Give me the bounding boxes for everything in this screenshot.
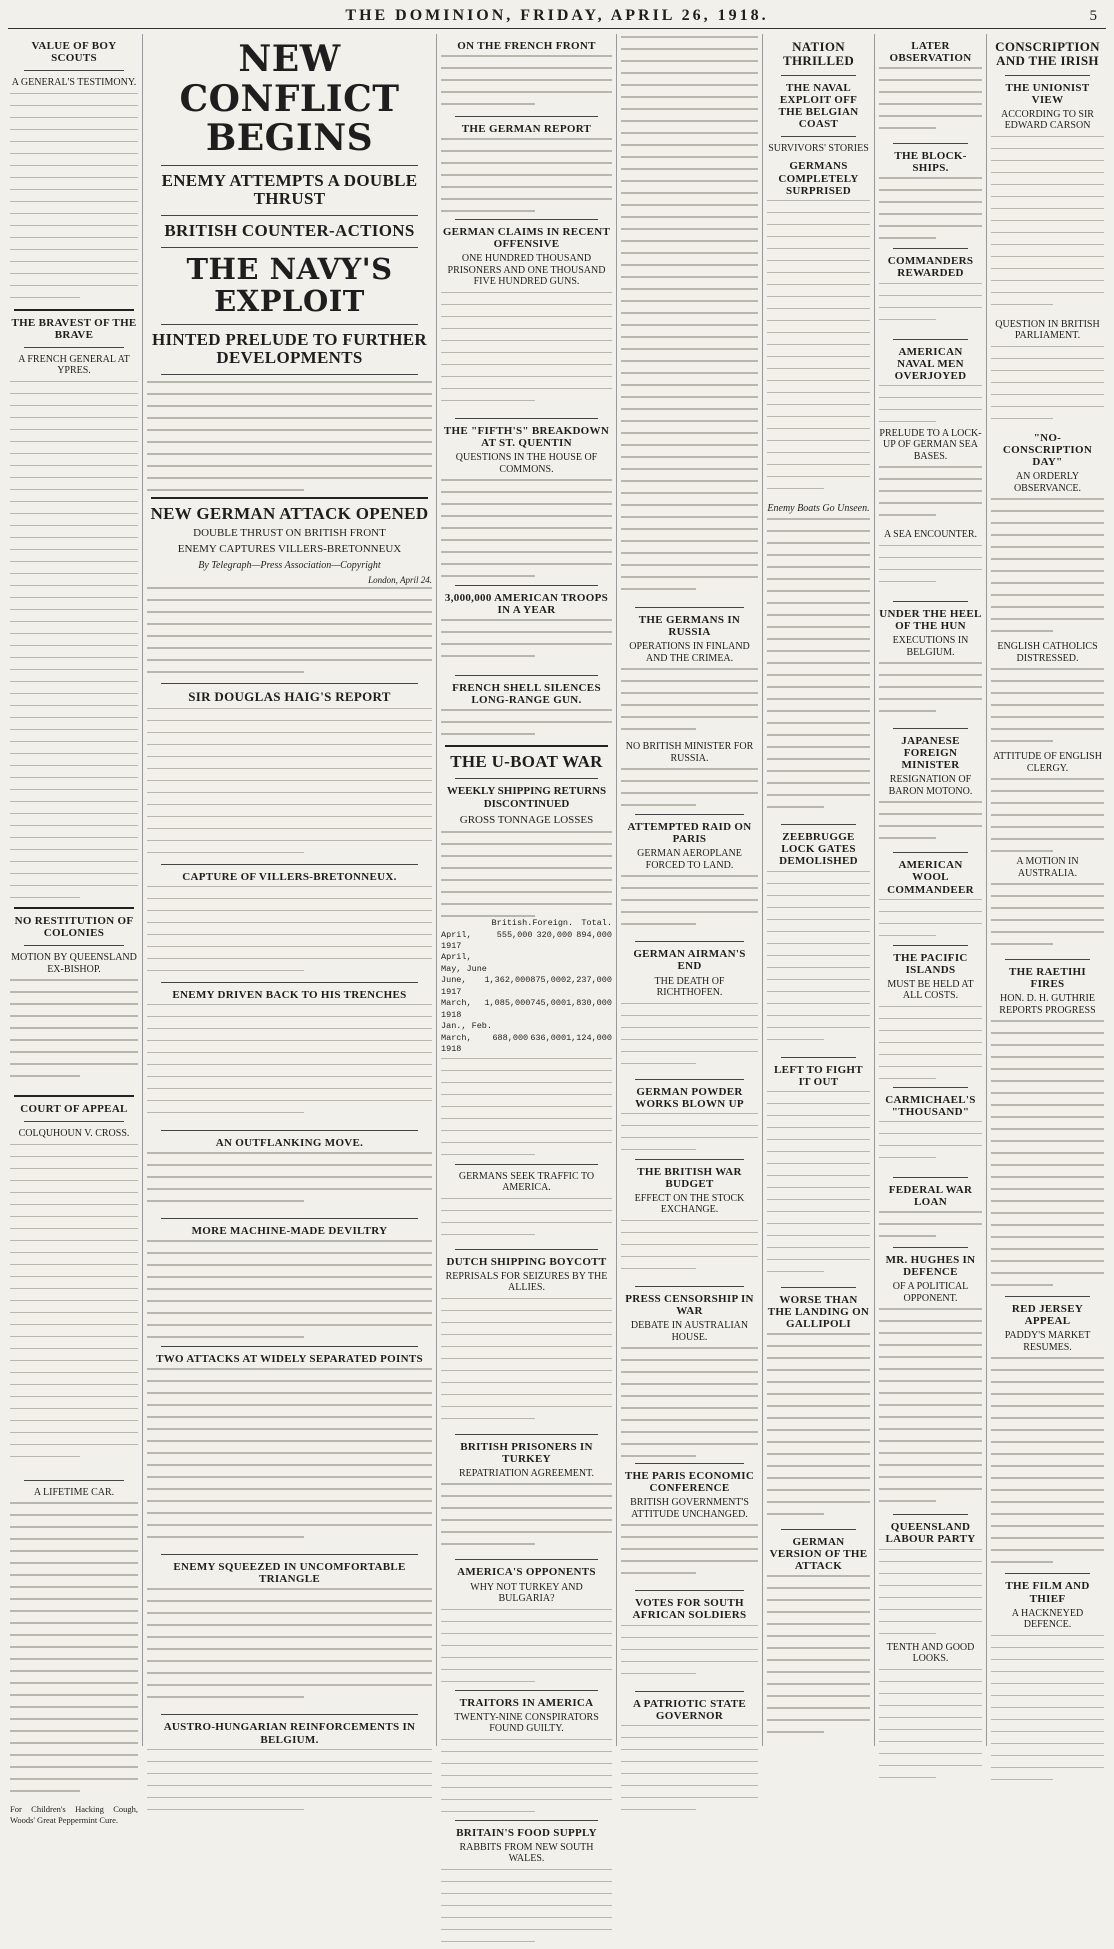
subheadline: REPRISALS FOR SEIZURES BY THE ALLIES. xyxy=(445,1270,608,1294)
subheadline: SURVIVORS' STORIES xyxy=(768,142,869,154)
article-text xyxy=(441,55,612,110)
article-text xyxy=(621,36,758,601)
article-text xyxy=(879,466,982,526)
headline: A PATRIOTIC STATE GOVERNOR xyxy=(632,1697,747,1722)
headline: THE PACIFIC ISLANDS xyxy=(893,951,968,976)
subheadline: MOTION BY QUEENSLAND EX-BISHOP. xyxy=(11,952,137,975)
article-text xyxy=(621,875,758,935)
headline: WORSE THAN THE LANDING ON GALLIPOLI xyxy=(767,1293,870,1330)
headline: THE GERMANS IN RUSSIA xyxy=(638,614,741,639)
article-text xyxy=(767,1091,870,1281)
headline: QUEENSLAND LABOUR PARTY xyxy=(885,1521,976,1546)
headline: PRESS CENSORSHIP IN WAR xyxy=(625,1292,754,1318)
headline: NO RESTITUTION OF COLONIES xyxy=(14,914,134,939)
masthead-title: THE DOMINION, FRIDAY, APRIL 26, 1918. xyxy=(345,7,769,24)
article-text xyxy=(991,1357,1104,1567)
headline: ON THE FRENCH FRONT xyxy=(457,40,596,52)
table-row: April, 1917 555,000 320,000 894,000 xyxy=(441,929,612,951)
article-text xyxy=(147,587,432,677)
article-text xyxy=(879,283,982,333)
headline: THE UNIONIST VIEW xyxy=(1005,81,1090,106)
column-2 xyxy=(142,34,436,1746)
section-heading: Enemy Boats Go Unseen. xyxy=(767,502,870,514)
article-text xyxy=(147,886,432,976)
subheadline: REPATRIATION AGREEMENT. xyxy=(458,1467,594,1479)
article-text xyxy=(441,1058,612,1158)
headline: THE NAVAL EXPLOIT OFF THE BELGIAN COAST xyxy=(778,81,859,130)
headline: THE BRAVEST OF THE BRAVE xyxy=(11,316,137,341)
article-text xyxy=(621,1220,758,1280)
subheadline: OPERATIONS IN FINLAND AND THE CRIMEA. xyxy=(629,641,750,664)
article-text xyxy=(441,1609,612,1684)
subheadline: GERMAN AEROPLANE FORCED TO LAND. xyxy=(637,848,742,871)
headline: THE BRITISH WAR BUDGET xyxy=(637,1165,742,1190)
headline: AUSTRO-HUNGARIAN REINFORCEMENTS IN BELGIUM. xyxy=(163,1721,416,1746)
headline: MR. HUGHES IN DEFENCE xyxy=(885,1254,976,1279)
headline: "NO-CONSCRIPTION DAY" xyxy=(1002,431,1093,468)
headline: GERMAN VERSION OF THE ATTACK xyxy=(769,1536,868,1573)
headline: THE FILM AND THIEF xyxy=(1005,1580,1090,1605)
article-text xyxy=(621,1725,758,1815)
table-row: Jan., Feb. xyxy=(441,1021,493,1032)
article-text xyxy=(621,1625,758,1685)
headline: MORE MACHINE-MADE DEVILTRY xyxy=(191,1225,388,1238)
article-text xyxy=(991,668,1104,748)
subheadline: EFFECT ON THE STOCK EXCHANGE. xyxy=(634,1192,745,1216)
headline: THE BLOCK-SHIPS. xyxy=(894,150,967,175)
article-text xyxy=(147,708,432,858)
article-text xyxy=(879,1669,982,1779)
headline: GERMANS COMPLETELY SURPRISED xyxy=(778,160,859,197)
headline: TRAITORS IN AMERICA xyxy=(459,1696,594,1709)
article-text xyxy=(147,1588,432,1708)
article-text xyxy=(10,381,138,901)
article-text xyxy=(441,619,612,669)
subheadline: ENEMY CAPTURES VILLERS-BRETONNEUX xyxy=(177,543,402,556)
headline: CARMICHAEL'S "THOUSAND" xyxy=(885,1093,976,1118)
table-row: March, 1918 688,000 636,000 1,124,000 xyxy=(441,1032,612,1055)
article-text xyxy=(147,1749,432,1819)
headline: COMMANDERS REWARDED xyxy=(887,255,974,280)
article-text xyxy=(441,1739,612,1814)
headline: THE RAETIHI FIRES xyxy=(1009,966,1086,991)
headline: AMERICA'S OPPONENTS xyxy=(457,1566,596,1579)
article-text xyxy=(441,1298,612,1428)
article-text xyxy=(991,498,1104,638)
subheadline: A SEA ENCOUNTER. xyxy=(883,529,978,541)
subheadline: GERMANS SEEK TRAFFIC TO AMERICA. xyxy=(458,1170,595,1194)
article-text xyxy=(991,1635,1104,1785)
article-text xyxy=(441,831,612,916)
subheadline: QUESTIONS IN THE HOUSE OF COMMONS. xyxy=(455,452,598,475)
headline: 3,000,000 AMERICAN TROOPS IN A YEAR xyxy=(444,592,609,617)
article-text xyxy=(10,979,138,1089)
headline: CONSCRIPTION AND THE IRISH xyxy=(995,39,1100,69)
headline: DUTCH SHIPPING BOYCOTT xyxy=(446,1255,607,1268)
subheadline: ENGLISH CATHOLICS DISTRESSED. xyxy=(997,641,1098,664)
headline: SIR DOUGLAS HAIG'S REPORT xyxy=(188,689,391,705)
headline: THE NAVY'S EXPLOIT xyxy=(186,251,393,318)
headline: THE "FIFTH'S" BREAKDOWN AT ST. QUENTIN xyxy=(443,424,610,449)
subheadline: WHY NOT TURKEY AND BULGARIA? xyxy=(470,1581,583,1605)
subheadline: TENTH AND GOOD LOOKS. xyxy=(886,1641,975,1665)
article-text xyxy=(147,1004,432,1124)
article-text xyxy=(147,1240,432,1340)
article-text xyxy=(621,1524,758,1584)
headline: NEW GERMAN ATTACK OPENED xyxy=(150,504,429,523)
table-header: British. Foreign. Total. xyxy=(491,918,612,929)
subheadline: RABBITS FROM NEW SOUTH WALES. xyxy=(459,1841,594,1865)
headline: AN OUTFLANKING MOVE. xyxy=(215,1136,364,1149)
subheadline: A MOTION IN AUSTRALIA. xyxy=(1016,856,1079,879)
headline: VALUE OF BOY SCOUTS xyxy=(31,40,117,65)
headline: RED JERSEY APPEAL xyxy=(1011,1303,1084,1328)
headline: GERMAN AIRMAN'S END xyxy=(633,948,746,973)
headline-main: NEW CONFLICT BEGINS xyxy=(179,38,400,160)
headline: BRITISH PRISONERS IN TURKEY xyxy=(460,1440,593,1465)
article-text xyxy=(10,93,138,303)
byline: By Telegraph—Press Association—Copyright xyxy=(198,559,381,571)
subheadline: MUST BE HELD AT ALL COSTS. xyxy=(887,978,974,1002)
article-text xyxy=(147,1368,432,1548)
subheadline: EXECUTIONS IN BELGIUM. xyxy=(892,635,969,658)
article-text xyxy=(767,200,870,500)
article-text xyxy=(767,1333,870,1523)
subheadline: OF A POLITICAL OPPONENT. xyxy=(892,1281,969,1304)
headline: FRENCH SHELL SILENCES LONG-RANGE GUN. xyxy=(452,682,601,707)
subheadline: PRELUDE TO A LOCK-UP OF GERMAN SEA BASES. xyxy=(879,427,982,462)
article-text xyxy=(441,479,612,579)
headline: FEDERAL WAR LOAN xyxy=(888,1183,973,1209)
headline: THE U-BOAT WAR xyxy=(450,752,603,772)
article-text xyxy=(10,1144,138,1474)
headline: ENEMY ATTEMPTS A DOUBLE THRUST xyxy=(161,170,418,209)
table-row: June, 1917 1,362,000 875,000 2,237,000 xyxy=(441,975,612,997)
headline: COURT OF APPEAL xyxy=(20,1103,128,1116)
article-text xyxy=(441,1869,612,1949)
subheadline: A GENERAL'S TESTIMONY. xyxy=(11,77,137,89)
subheadline: RESIGNATION OF BARON MOTONO. xyxy=(888,774,973,797)
headline: ENEMY DRIVEN BACK TO HIS TRENCHES xyxy=(172,988,407,1001)
article-text xyxy=(10,1502,138,1802)
page-number: 5 xyxy=(1089,8,1100,24)
headline: HINTED PRELUDE TO FURTHER DEVELOPMENTS xyxy=(151,329,428,368)
column-4 xyxy=(616,34,762,1746)
article-text xyxy=(621,1003,758,1073)
column-7 xyxy=(986,34,1108,1746)
article-text xyxy=(621,1347,758,1457)
article-text xyxy=(879,801,982,846)
subheadline: HON. D. H. GUTHRIE REPORTS PROGRESS xyxy=(999,993,1096,1016)
subheadline: AN ORDERLY OBSERVANCE. xyxy=(1013,471,1082,494)
subheadline: A HACKNEYED DEFENCE. xyxy=(1011,1607,1084,1631)
subheadline: A FRENCH GENERAL AT YPRES. xyxy=(18,353,130,377)
article-text xyxy=(879,899,982,939)
article-text xyxy=(767,871,870,1051)
article-text xyxy=(767,1575,870,1745)
headline: NATION THRILLED xyxy=(782,39,855,69)
subheadline: ATTITUDE OF ENGLISH CLERGY. xyxy=(993,751,1102,774)
article-text xyxy=(991,778,1104,853)
article-text xyxy=(441,1198,612,1243)
article-text xyxy=(991,1020,1104,1290)
column-1 xyxy=(6,34,142,1825)
article-text xyxy=(441,138,612,213)
article-text xyxy=(879,1121,982,1171)
article-text xyxy=(879,177,982,242)
article-text xyxy=(441,709,612,739)
subheadline: ACCORDING TO SIR EDWARD CARSON xyxy=(1001,108,1094,132)
article-text xyxy=(621,1113,758,1153)
subheadline: ONE HUNDRED THOUSAND PRISONERS AND ONE THOUSAND FIVE HUNDRED GUNS. xyxy=(447,253,606,288)
subheadline: NO BRITISH MINISTER FOR RUSSIA. xyxy=(625,741,754,764)
article-text xyxy=(767,518,870,818)
article-text xyxy=(621,768,758,808)
article-text xyxy=(879,1211,982,1241)
headline: UNDER THE HEEL OF THE HUN xyxy=(879,607,982,632)
article-text xyxy=(879,385,982,425)
article-text xyxy=(879,1006,982,1081)
headline: JAPANESE FOREIGN MINISTER xyxy=(901,735,960,772)
headline: TWO ATTACKS AT WIDELY SEPARATED POINTS xyxy=(156,1353,423,1366)
article-text xyxy=(441,292,612,412)
article-text xyxy=(621,668,758,738)
article-text xyxy=(879,67,982,137)
article-text xyxy=(879,662,982,722)
subheadline: THE DEATH OF RICHTHOFEN. xyxy=(654,975,725,999)
column-5 xyxy=(762,34,874,1746)
article-text xyxy=(147,381,432,491)
table-row: March, 1918 1,085,000 745,000 1,830,000 xyxy=(441,998,612,1020)
headline: LATER OBSERVATION xyxy=(889,40,972,65)
article-text xyxy=(879,1308,982,1508)
headline: ATTEMPTED RAID ON PARIS xyxy=(627,821,752,846)
subheadline: TWENTY-NINE CONSPIRATORS FOUND GUILTY. xyxy=(454,1711,599,1735)
headline: THE GERMAN REPORT xyxy=(461,123,592,136)
subheadline: A LIFETIME CAR. xyxy=(33,1486,115,1498)
article-text xyxy=(879,545,982,595)
table-row: April, May, June xyxy=(441,952,487,974)
headline: GERMAN CLAIMS IN RECENT OFFENSIVE xyxy=(442,226,611,251)
headline: BRITAIN'S FOOD SUPPLY xyxy=(456,1826,597,1839)
column-3 xyxy=(436,34,616,1865)
subheadline: COLQUHOUN V. CROSS. xyxy=(18,1128,130,1140)
article-text xyxy=(441,1483,612,1553)
article-text xyxy=(147,1152,432,1212)
headline: ZEEBRUGGE LOCK GATES DEMOLISHED xyxy=(779,831,858,868)
headline: CAPTURE OF VILLERS-BRETONNEUX. xyxy=(182,870,397,883)
advertisement: For Children's Hacking Cough, Woods' Great Peppermint Cure. xyxy=(10,1804,138,1825)
headline: AMERICAN NAVAL MEN OVERJOYED xyxy=(894,345,967,382)
subheadline: DEBATE IN AUSTRALIAN HOUSE. xyxy=(630,1320,749,1343)
masthead xyxy=(8,6,1106,29)
subheadline: DOUBLE THRUST ON BRITISH FRONT xyxy=(193,526,386,539)
subheadline: WEEKLY SHIPPING RETURNS DISCONTINUED xyxy=(446,785,607,810)
headline: AMERICAN WOOL COMMANDEER xyxy=(887,859,974,896)
article-text xyxy=(879,1549,982,1639)
subheadline: QUESTION IN BRITISH PARLIAMENT. xyxy=(995,318,1100,342)
article-text xyxy=(991,346,1104,426)
headline: BRITISH COUNTER-ACTIONS xyxy=(164,221,415,241)
headline: VOTES FOR SOUTH AFRICAN SOLDIERS xyxy=(632,1597,747,1622)
subheadline: GROSS TONNAGE LOSSES xyxy=(459,814,594,827)
headline: LEFT TO FIGHT IT OUT xyxy=(774,1063,863,1088)
headline: GERMAN POWDER WORKS BLOWN UP xyxy=(635,1085,744,1110)
subheadline: PADDY'S MARKET RESUMES. xyxy=(1004,1330,1091,1353)
tonnage-table xyxy=(441,918,612,1056)
headline: ENEMY SQUEEZED IN UNCOMFORTABLE TRIANGLE xyxy=(173,1561,406,1586)
article-text xyxy=(991,883,1104,953)
headline: THE PARIS ECONOMIC CONFERENCE xyxy=(624,1470,755,1495)
column-6 xyxy=(874,34,986,1746)
article-text xyxy=(991,136,1104,316)
subheadline: BRITISH GOVERNMENT'S ATTITUDE UNCHANGED. xyxy=(630,1497,749,1520)
dateline: London, April 24. xyxy=(368,575,432,586)
